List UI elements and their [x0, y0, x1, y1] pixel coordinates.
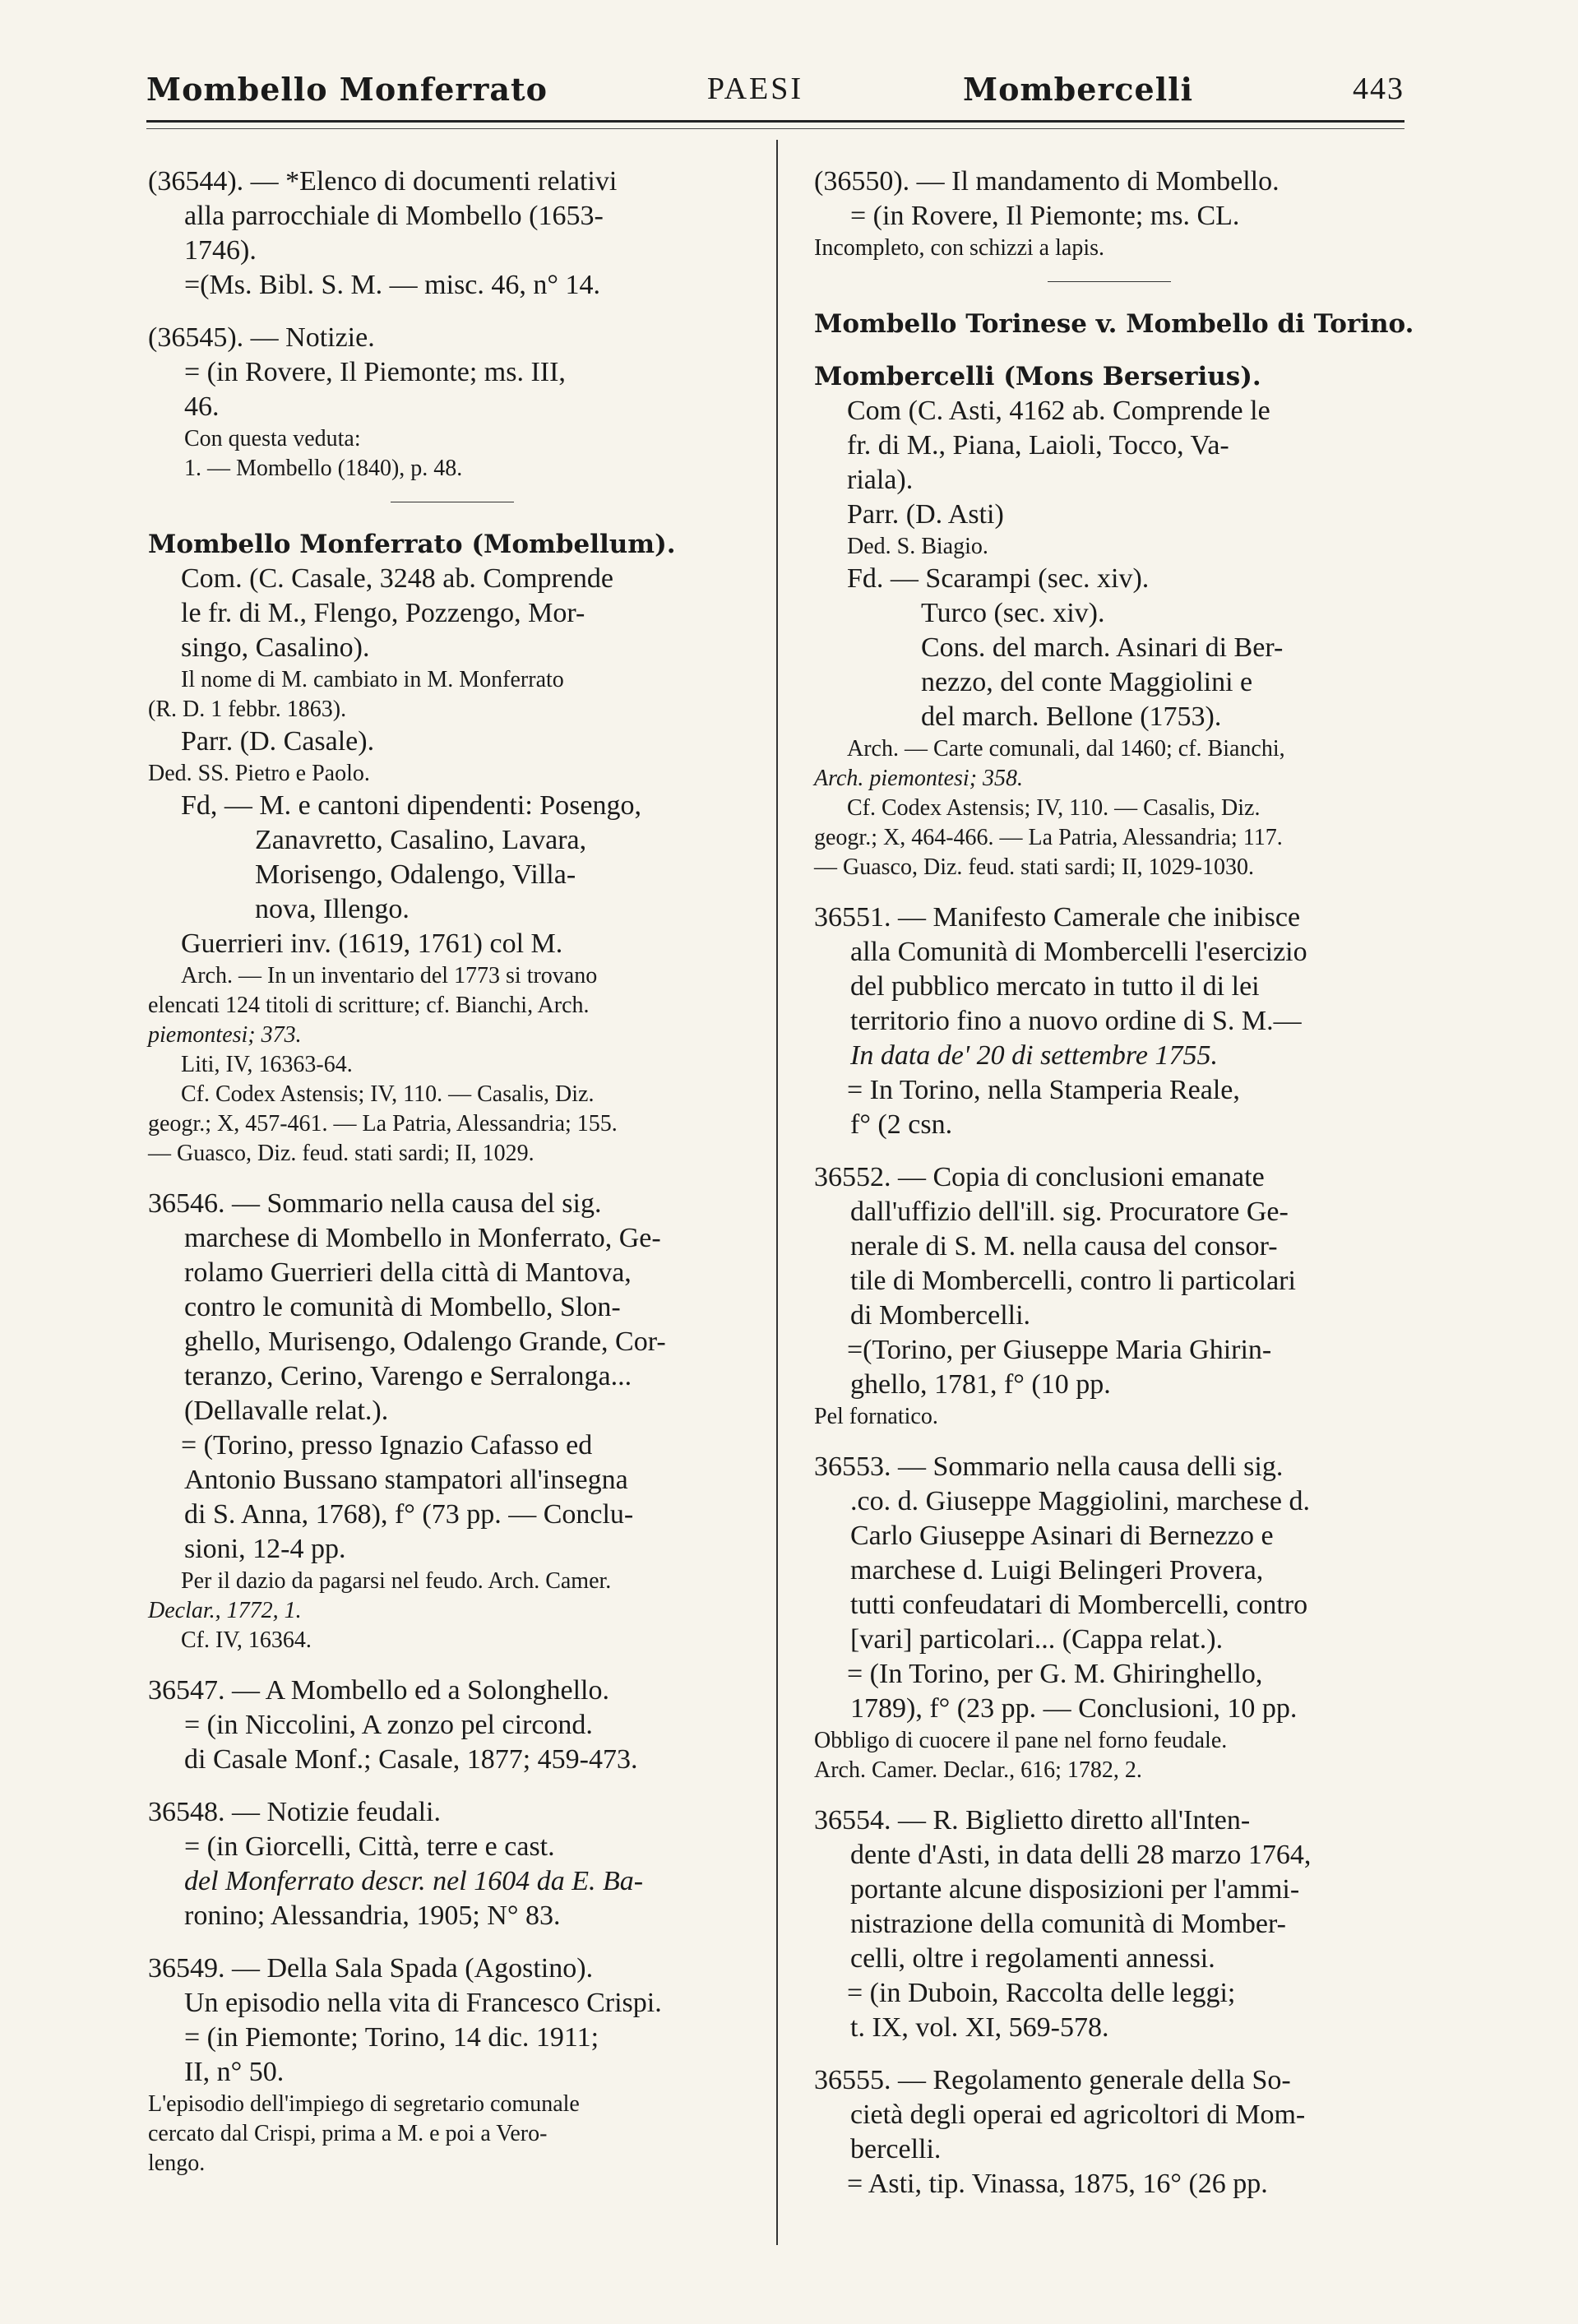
entry-note: Obbligo di cuocere il pane nel forno feudale.	[814, 1728, 1228, 1753]
right-column	[814, 164, 1414, 2220]
entry-line: 36549. — Della Sala Spada (Agostino).	[148, 1953, 594, 1984]
entry-line: = (In Torino, per G. M. Ghiringhello,	[847, 1659, 1263, 1689]
entry-line: territorio fino a nuovo ordine di S. M.—	[850, 1006, 1302, 1036]
entry-line: (Dellavalle relat.).	[184, 1396, 389, 1426]
entry-36551	[814, 900, 1404, 1142]
entry-note: elencati 124 titoli di scritture; cf. Bianchi, Arch.	[148, 993, 590, 1018]
entry-36544	[148, 164, 757, 303]
place-mombercelli	[814, 359, 1404, 882]
entry-line: celli, oltre i regolamenti annessi.	[850, 1943, 1215, 1974]
header-rule-thin	[146, 128, 1404, 129]
entry-line: = (Torino, presso Ignazio Cafasso ed	[181, 1430, 593, 1461]
entry-note: Incompleto, con schizzi a lapis.	[814, 235, 1104, 261]
place-heading: Mombello Monferrato (Mombellum).	[148, 530, 676, 559]
entry-line: Parr. (D. Asti)	[847, 499, 1004, 530]
entry-note: Cf. IV, 16364.	[181, 1627, 312, 1653]
entry-line: di S. Anna, 1768), f° (73 pp. — Conclu-	[184, 1499, 634, 1530]
entry-line: bercelli.	[850, 2134, 942, 2164]
entry-line: ronino; Alessandria, 1905; N° 83.	[184, 1900, 561, 1931]
entry-line: teranzo, Cerino, Varengo e Serralonga...	[184, 1361, 632, 1391]
entry-36553	[814, 1450, 1404, 1785]
entry-line: dall'uffizio dell'ill. sig. Procuratore Ge-	[850, 1197, 1289, 1227]
entry-line: 46.	[184, 391, 220, 422]
entry-note: — Guasco, Diz. feud. stati sardi; II, 1029-1030.	[814, 854, 1254, 880]
entry-line: = (in Giorcelli, Città, terre e cast.	[184, 1831, 555, 1862]
entry-note: piemontesi; 373.	[148, 1022, 302, 1048]
entry-line: cietà degli operai ed agricoltori di Mom-	[850, 2099, 1306, 2130]
entry-line: Parr. (D. Casale).	[181, 726, 375, 757]
entry-line: marchese d. Luigi Belingeri Provera,	[850, 1555, 1264, 1586]
entry-36545	[148, 321, 757, 484]
entry-36549	[148, 1951, 757, 2178]
entry-line: 36546. — Sommario nella causa del sig.	[148, 1188, 602, 1219]
entry-note: (R. D. 1 febbr. 1863).	[148, 697, 347, 722]
entry-line: = (in Piemonte; Torino, 14 dic. 1911;	[184, 2022, 599, 2053]
entry-line: tutti confeudatari di Mombercelli, contro	[850, 1590, 1308, 1620]
entry-line: Morisengo, Odalengo, Villa-	[255, 859, 576, 890]
entry-line: 36547. — A Mombello ed a Solonghello.	[148, 1675, 609, 1706]
entry-line: ghello, Murisengo, Odalengo Grande, Cor-	[184, 1326, 666, 1357]
place-mombello-torinese	[814, 307, 1414, 341]
entry-line: [vari] particolari... (Cappa relat.).	[850, 1624, 1224, 1655]
entry-note: geogr.; X, 457-461. — La Patria, Alessandria; 155.	[148, 1111, 618, 1137]
entry-36546	[148, 1187, 757, 1655]
entry-line: Fd. — Scarampi (sec. xiv).	[847, 563, 1150, 594]
place-heading: Mombercelli (Mons Berserius).	[814, 362, 1261, 391]
entry-line: Fd, — M. e cantoni dipendenti: Posengo,	[181, 790, 642, 821]
entry-note: Cf. Codex Astensis; IV, 110. — Casalis, Diz.	[847, 795, 1261, 821]
entry-line: rolamo Guerrieri della città di Mantova,	[184, 1257, 632, 1288]
entry-line: 36548. — Notizie feudali.	[148, 1797, 441, 1827]
entry-36548	[148, 1795, 757, 1933]
entry-line: Turco (sec. xiv).	[921, 598, 1105, 628]
entry-note: lengo.	[148, 2150, 206, 2176]
entry-line: = Asti, tip. Vinassa, 1875, 16° (26 pp.	[847, 2169, 1268, 2199]
entry-36547	[148, 1674, 757, 1777]
entry-note: — Guasco, Diz. feud. stati sardi; II, 1029.	[148, 1141, 534, 1166]
entry-note: Il nome di M. cambiato in M. Monferrato	[181, 667, 564, 692]
entry-note: Ded. S. Biagio.	[847, 534, 988, 559]
entry-line: di Mombercelli.	[850, 1300, 1031, 1331]
entry-line: 36554. — R. Biglietto diretto all'Inten-	[814, 1805, 1251, 1836]
entry-line: alla parrocchiale di Mombello (1653-	[184, 201, 604, 231]
left-column	[148, 164, 757, 2197]
entry-note: Con questa veduta:	[184, 426, 361, 451]
entry-note: Arch. Camer. Declar., 616; 1782, 2.	[814, 1757, 1142, 1783]
page-number: 443	[1353, 72, 1404, 106]
entry-line: tile di Mombercelli, contro li particolari	[850, 1266, 1296, 1296]
entry-note: geogr.; X, 464-466. — La Patria, Alessandria; 117.	[814, 825, 1283, 850]
entry-line: Zanavretto, Casalino, Lavara,	[255, 825, 587, 855]
entry-line: 36552. — Copia di conclusioni emanate	[814, 1162, 1265, 1192]
entry-line: del march. Bellone (1753).	[921, 701, 1222, 732]
entry-line: contro le comunità di Mombello, Slon-	[184, 1292, 621, 1322]
entry-line: Cons. del march. Asinari di Ber-	[921, 632, 1284, 663]
entry-line: riala).	[847, 465, 914, 495]
entry-line: fr. di M., Piana, Laioli, Tocco, Va-	[847, 430, 1229, 461]
entry-line: nistrazione della comunità di Momber-	[850, 1909, 1286, 1939]
entry-note: Ded. SS. Pietro e Paolo.	[148, 761, 370, 786]
entry-line: = (in Duboin, Raccolta delle leggi;	[847, 1978, 1236, 2008]
entry-36552	[814, 1160, 1404, 1432]
entry-note: Cf. Codex Astensis; IV, 110. — Casalis, Diz.	[181, 1081, 595, 1107]
entry-line: nova, Illengo.	[255, 894, 410, 924]
entry-line: ghello, 1781, f° (10 pp.	[850, 1369, 1111, 1400]
entry-line: 1746).	[184, 235, 257, 266]
entry-note: Arch. piemontesi; 358.	[814, 766, 1024, 791]
entry-line: marchese di Mombello in Monferrato, Ge-	[184, 1223, 661, 1253]
entry-note: Declar., 1772, 1.	[148, 1598, 302, 1623]
entry-note: L'episodio dell'impiego di segretario comunale	[148, 2091, 580, 2117]
entry-line: In data de' 20 di settembre 1755.	[850, 1040, 1218, 1071]
entry-line: =(Torino, per Giuseppe Maria Ghirin-	[847, 1335, 1272, 1365]
running-header	[146, 64, 1404, 113]
entry-line: del Monferrato descr. nel 1604 da E. Ba-	[184, 1866, 644, 1896]
entry-line: portante alcune disposizioni per l'ammi-	[850, 1874, 1300, 1905]
entry-line: nerale di S. M. nella causa del consor-	[850, 1231, 1278, 1262]
entry-line: 1789), f° (23 pp. — Conclusioni, 10 pp.	[850, 1693, 1298, 1724]
entry-line: 36551. — Manifesto Camerale che inibisce	[814, 902, 1301, 933]
entry-line: di Casale Monf.; Casale, 1877; 459-473.	[184, 1744, 638, 1775]
entry-line: .co. d. Giuseppe Maggiolini, marchese d.	[850, 1486, 1310, 1516]
entry-line: Un episodio nella vita di Francesco Crispi.	[184, 1988, 662, 2018]
entry-line: (36544). — *Elenco di documenti relativi	[148, 166, 618, 197]
header-left-title: Mombello Monferrato	[146, 70, 548, 108]
entry-note: Liti, IV, 16363-64.	[181, 1052, 353, 1077]
entry-line: Com. (C. Casale, 3248 ab. Comprende	[181, 563, 613, 594]
section-rule	[1048, 281, 1171, 282]
entry-line: nezzo, del conte Maggiolini e	[921, 667, 1253, 697]
entry-line: Com (C. Asti, 4162 ab. Comprende le	[847, 396, 1270, 426]
entry-line: singo, Casalino).	[181, 632, 370, 663]
entry-line: Carlo Giuseppe Asinari di Bernezzo e	[850, 1521, 1274, 1551]
entry-line: alla Comunità di Mombercelli l'esercizio	[850, 937, 1307, 967]
entry-note: cercato dal Crispi, prima a M. e poi a Vero-	[148, 2121, 548, 2146]
entry-line: sioni, 12-4 pp.	[184, 1534, 346, 1564]
entry-line: = (in Niccolini, A zonzo pel circond.	[184, 1710, 593, 1740]
entry-36554	[814, 1803, 1404, 2045]
entry-line: = (in Rovere, Il Piemonte; ms. CL.	[850, 201, 1240, 231]
entry-line: (36545). — Notizie.	[148, 322, 375, 353]
entry-note: Arch. — In un inventario del 1773 si trovano	[181, 963, 598, 988]
column-divider	[776, 140, 778, 2245]
entry-note: Pel fornatico.	[814, 1404, 938, 1429]
header-rule	[146, 120, 1404, 123]
entry-line: le fr. di M., Flengo, Pozzengo, Mor-	[181, 598, 585, 628]
entry-line: = (in Rovere, Il Piemonte; ms. III,	[184, 357, 566, 387]
entry-line: del pubblico mercato in tutto il di lei	[850, 971, 1260, 1002]
entry-line: Antonio Bussano stampatori all'insegna	[184, 1465, 628, 1495]
header-right-title: Mombercelli	[963, 70, 1194, 108]
place-mombello-monferrato	[148, 527, 757, 1169]
entry-line: Guerrieri inv. (1619, 1761) col M.	[181, 928, 563, 959]
entry-note: 1. — Mombello (1840), p. 48.	[184, 456, 463, 481]
entry-line: II, n° 50.	[184, 2057, 285, 2087]
entry-line: =(Ms. Bibl. S. M. — misc. 46, n° 14.	[184, 270, 600, 300]
header-section: PAESI	[706, 72, 804, 106]
entry-line: dente d'Asti, in data delli 28 marzo 1764,	[850, 1840, 1312, 1870]
entry-line: (36550). — Il mandamento di Mombello.	[814, 166, 1280, 197]
entry-36550	[814, 164, 1404, 263]
entry-line: f° (2 csn.	[850, 1109, 953, 1140]
entry-36555	[814, 2063, 1404, 2201]
entry-note: Per il dazio da pagarsi nel feudo. Arch. Camer.	[181, 1568, 612, 1594]
place-heading: Mombello Torinese v. Mombello di Torino.	[814, 309, 1414, 339]
entry-line: 36553. — Sommario nella causa delli sig.	[814, 1451, 1284, 1482]
entry-line: 36555. — Regolamento generale della So-	[814, 2065, 1291, 2095]
entry-note: Arch. — Carte comunali, dal 1460; cf. Bianchi,	[847, 736, 1285, 762]
entry-line: t. IX, vol. XI, 569-578.	[850, 2012, 1109, 2043]
entry-line: = In Torino, nella Stamperia Reale,	[847, 1075, 1240, 1105]
